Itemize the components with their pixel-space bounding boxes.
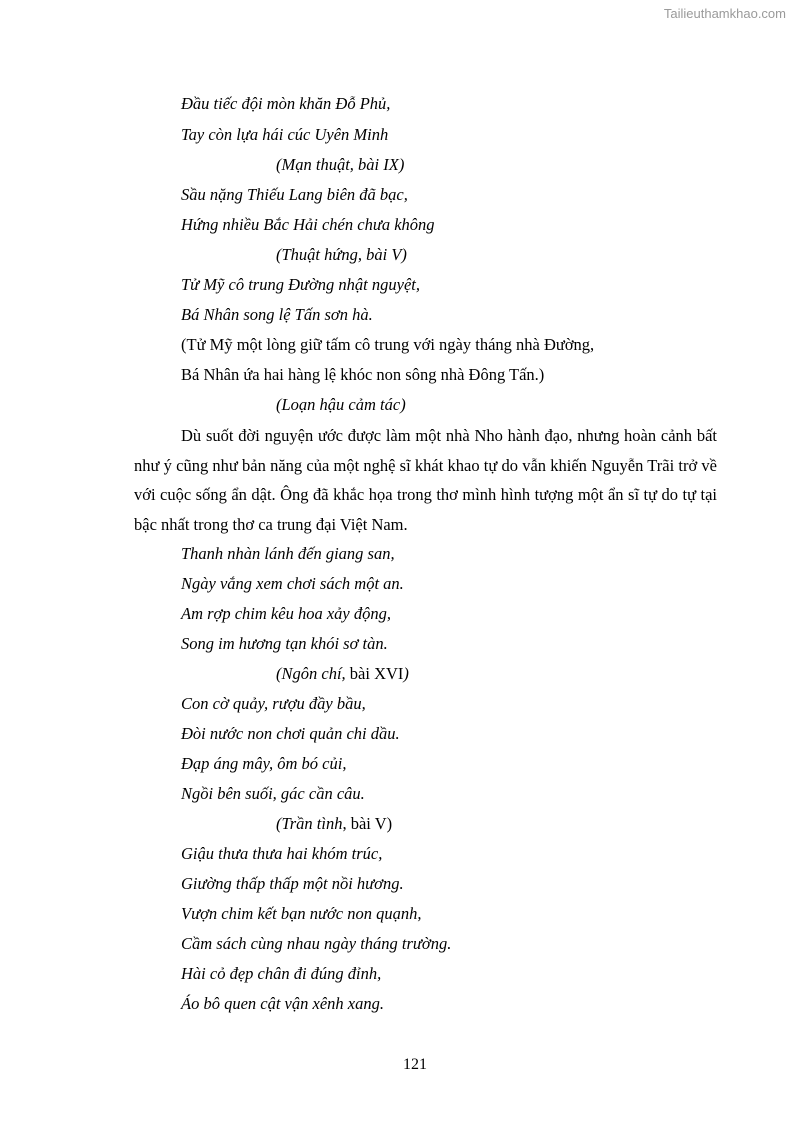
citation-part: , bài V) — [342, 814, 393, 833]
citation: (Mạn thuật, bài IX) — [276, 155, 405, 174]
verse-line: Đòi nước non chơi quản chi dầu. — [181, 724, 400, 743]
citation — [276, 664, 409, 684]
verse-line: Hứng nhiều Bắc Hải chén chưa không — [181, 215, 435, 234]
verse-line: Bá Nhân song lệ Tấn sơn hà. — [181, 305, 373, 324]
body-paragraph: Dù suốt đời nguyện ước được làm một nhà Nho hành đạo, nhưng hoàn cảnh bất như ý cũng như bản năng của một nghệ sĩ khát khao tự do vẫn khiến Nguyễn Trãi trở về với cuộc sống ẩn dật. Ông đã khắc họa trong thơ mình hình tượng một ẩn sĩ tự do tự tại bậc nhất trong thơ ca trung đại Việt Nam. — [134, 426, 717, 534]
verse-line: Am rợp chim kêu hoa xảy động, — [181, 604, 391, 623]
verse-line: Tử Mỹ cô trung Đường nhật nguyệt, — [181, 275, 420, 294]
citation-part: bài XVI — [345, 664, 404, 683]
citation: (Loạn hậu cảm tác) — [276, 395, 406, 414]
citation — [276, 814, 392, 834]
citation-title: (Ngôn chí, — [276, 664, 346, 683]
verse-line: Song im hương tạn khói sơ tàn. — [181, 634, 388, 653]
verse-line: Con cờ quảy, rượu đầy bầu, — [181, 694, 366, 713]
verse-line: Vượn chim kết bạn nước non quạnh, — [181, 904, 422, 923]
verse-line: Thanh nhàn lánh đến giang san, — [181, 544, 395, 563]
watermark: Tailieuthamkhao.com — [663, 6, 786, 21]
verse-line: Cầm sách cùng nhau ngày tháng trường. — [181, 934, 452, 953]
translation-line: (Tử Mỹ một lòng giữ tấm cô trung với ngày tháng nhà Đường, — [181, 335, 595, 354]
verse-line: Ngày vắng xem chơi sách một an. — [181, 574, 404, 593]
verse-line: Ngồi bên suối, gác cần câu. — [181, 784, 365, 803]
citation: (Thuật hứng, bài V) — [276, 245, 407, 264]
verse-line: Tay còn lựa hái cúc Uyên Minh — [181, 125, 389, 144]
verse-line: Áo bô quen cật vận xênh xang. — [181, 994, 384, 1013]
verse-line: Đầu tiếc đội mòn khăn Đỗ Phủ, — [181, 94, 391, 113]
citation-title: (Trần tình — [276, 814, 343, 833]
verse-line: Giường thấp thấp một nồi hương. — [181, 874, 404, 893]
verse-line: Đạp áng mây, ôm bó củi, — [181, 754, 347, 773]
citation-end: ) — [403, 664, 409, 683]
verse-line: Hài cỏ đẹp chân đi đúng đỉnh, — [181, 964, 382, 983]
verse-line: Sầu nặng Thiếu Lang biên đã bạc, — [181, 185, 408, 204]
translation-line: Bá Nhân ứa hai hàng lệ khóc non sông nhà Đông Tấn.) — [181, 365, 545, 384]
verse-line: Giậu thưa thưa hai khóm trúc, — [181, 844, 383, 863]
page-number: 121 — [403, 1056, 427, 1073]
